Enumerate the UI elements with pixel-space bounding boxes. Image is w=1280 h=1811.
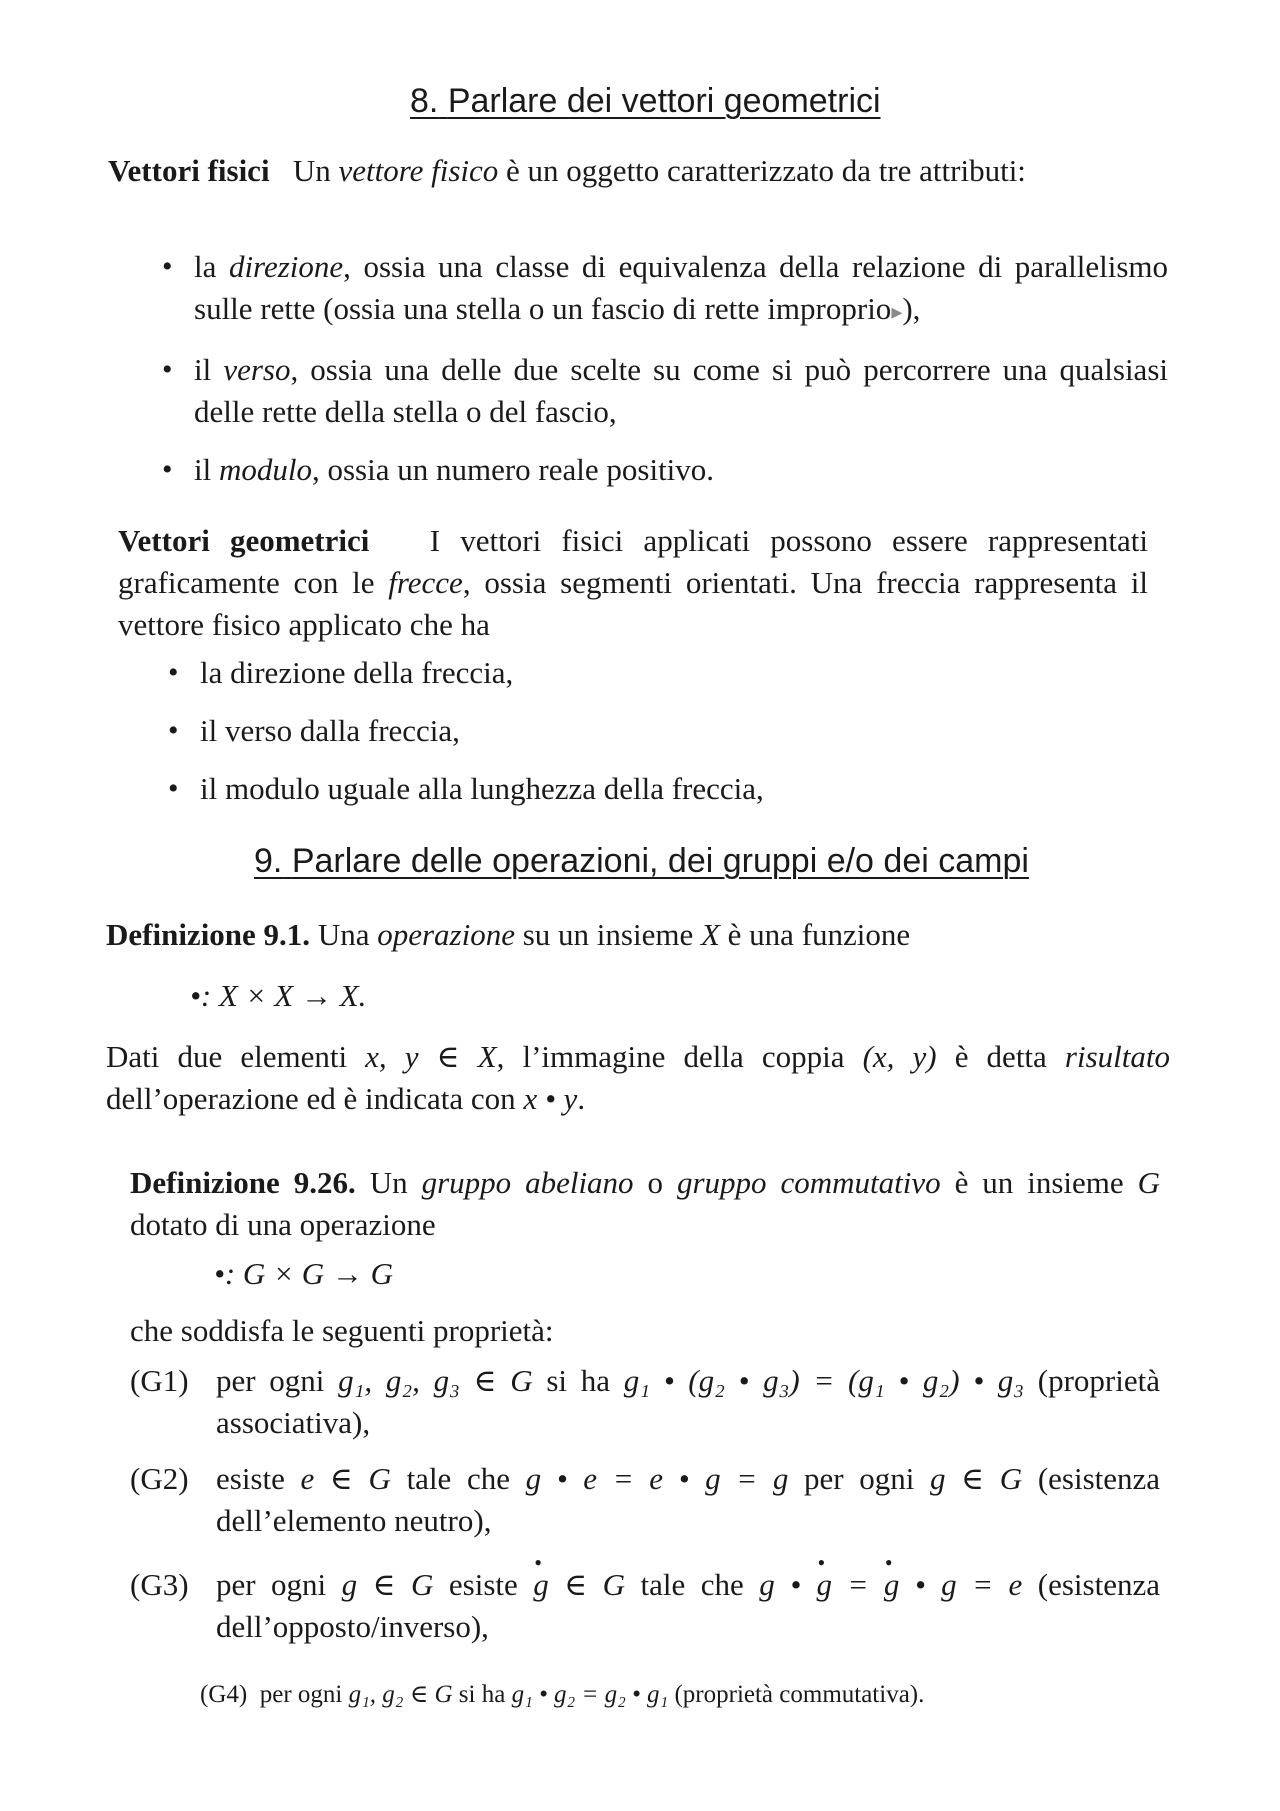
list-item-direzione (160, 246, 1168, 333)
def91-p2-c: , l’immagine della coppia (496, 1039, 863, 1074)
vettori-geometrici-text-2: , ossia segmenti orientati. Una freccia rappresenta il vettore fisico applicato che ha (118, 565, 1148, 642)
section-9-heading (254, 842, 1029, 881)
list-item: • il verso dalla freccia, (166, 710, 1146, 752)
g3-math-1: g ∈ G (341, 1567, 434, 1602)
gruppo-abeliano-term: gruppo abeliano (421, 1165, 634, 1200)
g1-c: (proprietà associativa), (216, 1363, 1161, 1440)
g2-d: (esistenza dell’elemento neutro), (216, 1461, 1161, 1538)
definition-9-1-result (106, 1036, 1170, 1120)
definition-9-1-heading: Definizione 9.1. (106, 917, 311, 952)
g2-math-1: e ∈ G (300, 1461, 391, 1496)
g3-h: • g = e (899, 1567, 1023, 1602)
definition-9-26-heading: Definizione 9.26. (130, 1165, 356, 1200)
vettori-geometrici-list (166, 652, 1146, 826)
operazione-term: operazione (377, 917, 515, 952)
operation-formula: •: X × X → X. (190, 978, 367, 1013)
inverse-g: • g (884, 1564, 900, 1606)
vettori-fisici-heading: Vettori fisici (108, 153, 270, 188)
inverse-g: • g (817, 1564, 833, 1606)
g4-c: (proprietà commutativa). (668, 1681, 925, 1708)
g3-d: tale che (625, 1567, 760, 1602)
def91-text-2: su un insieme (514, 917, 701, 952)
list-item: • la direzione della freccia, (166, 652, 1146, 694)
def926-text-4: dotato di una operazione (130, 1207, 436, 1242)
modulo-text: , ossia un numero reale positivo. (311, 452, 715, 487)
g4-math-1: g₁, g₂ ∈ G (348, 1681, 453, 1708)
g4-math-2: g₁ • g₂ = g₂ • g₁ (511, 1681, 669, 1708)
def926-text-3: è un insieme (940, 1165, 1138, 1200)
def91-text-3: è una funzione (719, 917, 911, 952)
vettori-fisici-paragraph (108, 150, 1168, 192)
vettori-fisici-list (160, 246, 1168, 507)
property-g3 (130, 1564, 1160, 1648)
set-g: G (1137, 1165, 1160, 1200)
property-g1 (130, 1360, 1160, 1444)
inverse-g: • g (533, 1564, 549, 1606)
g3-c: ∈ G (548, 1567, 626, 1602)
section-8-title: Parlare dei vettori geometrici (447, 82, 881, 120)
def91-p2-b: x, y ∈ X (365, 1039, 497, 1074)
direzione-term: direzione (228, 249, 344, 284)
g4-a: per ogni (259, 1681, 349, 1708)
g3-i: (esistenza dell’opposto/inverso), (216, 1567, 1160, 1644)
vettori-fisici-text-1: Un (292, 153, 339, 188)
risultato-term: risultato (1064, 1039, 1170, 1074)
g4-b: si ha (452, 1681, 512, 1708)
property-tag: (G1) (130, 1363, 189, 1398)
direzione-end: ), (902, 291, 921, 326)
verso-pre: il (194, 352, 224, 387)
g3-b: esiste (433, 1567, 534, 1602)
list-item-modulo (160, 449, 1168, 491)
g3-e: g • (759, 1567, 817, 1602)
frecce-term: frecce (388, 565, 463, 600)
group-operation-formula: •: G × G → G (214, 1256, 394, 1291)
direzione-text: , ossia una classe di equivalenza della relazione di parallelismo sulle rette (ossia una stella o un fascio di rette improprio (194, 249, 1168, 326)
property-tag: (G3) (130, 1567, 189, 1602)
def926-text-1: Un (369, 1165, 422, 1200)
def91-p2-i: . (577, 1081, 586, 1116)
set-x: X (700, 917, 720, 952)
definition-9-26 (130, 1162, 1160, 1246)
verso-term: verso (223, 352, 291, 387)
g1-b: si ha (532, 1363, 624, 1398)
property-g2 (130, 1458, 1160, 1542)
def91-p2-d: (x, y) (862, 1039, 937, 1074)
property-tag: (G4) (200, 1681, 248, 1708)
g1-math-2: g₁ • (g₂ • g₃) = (g₁ • g₂) • g₃ (623, 1363, 1025, 1398)
vettori-fisici-text-2: è un oggetto caratterizzato da tre attributi: (498, 153, 1026, 188)
def91-p2-e: è detta (936, 1039, 1065, 1074)
vettori-geometrici-paragraph (118, 520, 1148, 646)
section-8-number: 8. (410, 82, 439, 120)
g2-a: esiste (216, 1461, 301, 1496)
def91-p2-h: x • y (523, 1081, 578, 1116)
def926-text-2: o (633, 1165, 677, 1200)
def91-text-1: Una (317, 917, 378, 952)
g2-c: per ogni (788, 1461, 931, 1496)
direzione-pre: la (194, 249, 229, 284)
g1-a: per ogni (216, 1363, 339, 1398)
vettori-geometrici-heading: Vettori geometrici (118, 523, 370, 558)
gruppo-commutativo-term: gruppo commutativo (676, 1165, 941, 1200)
modulo-term: modulo (218, 452, 312, 487)
verso-text: , ossia una delle due scelte su come si può percorrere una qualsiasi delle rette della stella o del fascio, (194, 352, 1168, 429)
property-g4 (200, 1678, 1100, 1712)
g2-b: tale che (390, 1461, 526, 1496)
g2-math-2: g • e = e • g = g (525, 1461, 789, 1496)
g3-a: per ogni (216, 1567, 342, 1602)
section-9-number: 9. (254, 842, 283, 880)
def91-p2-g: dell’operazione ed è indicata con (106, 1081, 524, 1116)
group-properties (130, 1360, 1160, 1662)
list-item-verso (160, 349, 1168, 433)
vettori-geometrici-text-1: I vettori fisici applicati possono essere rappresentati graficamente con le (118, 523, 1149, 600)
g1-math-1: g₁, g₂, g₃ ∈ G (338, 1363, 533, 1398)
vettore-fisico-term: vettore fisico (338, 153, 499, 188)
section-8-heading (410, 82, 881, 121)
section-9-title: Parlare delle operazioni, dei gruppi e/o dei campi (291, 842, 1029, 880)
list-item: • il modulo uguale alla lunghezza della freccia, (166, 768, 1146, 810)
g2-math-3: g ∈ G (930, 1461, 1023, 1496)
def91-p2-a: Dati due elementi (106, 1039, 366, 1074)
g3-f: = (832, 1567, 884, 1602)
property-tag: (G2) (130, 1461, 189, 1496)
properties-intro: che soddisfa le seguenti proprietà: (130, 1313, 554, 1348)
modulo-pre: il (194, 452, 219, 487)
play-arrow-icon: ▸ (891, 299, 903, 324)
definition-9-1 (106, 914, 1170, 956)
